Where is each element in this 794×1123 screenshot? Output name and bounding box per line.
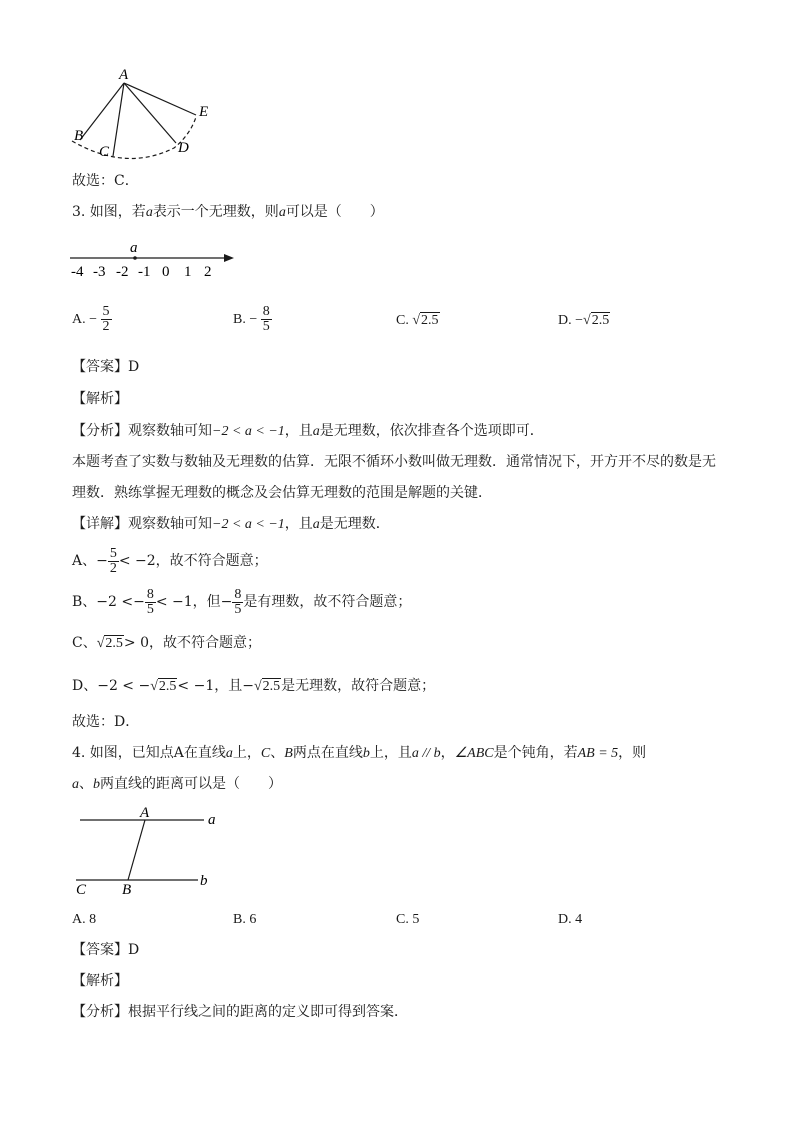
point-c-label: C	[99, 144, 110, 160]
point-d-label: D	[178, 140, 189, 156]
tick-label: -3	[93, 264, 106, 280]
line-b-label: b	[200, 873, 208, 889]
q3-xiangjie: 【详解】观察数轴可知−2 < a < −1，且a是无理数．	[72, 516, 390, 532]
q4-fenxi: 【分析】根据平行线之间的距离的定义即可得到答案．	[72, 1004, 408, 1020]
q3-detail-b: B、−2 <− $\frac{8}{5}$ < −1，但− $\frac{8}{5}$ 是有理数，故不符合题意；	[72, 586, 412, 617]
line-a-label: a	[208, 812, 216, 828]
point-a-label: A	[140, 805, 150, 821]
q3-conclusion: 故选：D．	[72, 714, 140, 730]
point-b-label: B	[122, 882, 132, 898]
fraction: $\frac{8}{5}$	[146, 586, 154, 617]
q3-paragraph: 理数．熟练掌握无理数的概念及会估算无理数的范围是解题的关键．	[72, 485, 492, 501]
q2-conclusion: 故选：C．	[72, 173, 139, 189]
fan-figure	[66, 60, 226, 165]
q4-option-d[interactable]: D. 4	[558, 912, 583, 927]
q3-analysis-label: 【解析】	[72, 391, 128, 407]
q4-stem-line1: 4. 如图，已知点A在直线a上，C、B两点在直线b上，且a // b，∠ABC是个钝角，若AB = 5，则	[72, 745, 647, 761]
q3-stem: 3. 如图，若a表示一个无理数，则a可以是（ ）	[72, 204, 384, 220]
q3-detail-c: C、√2.5> 0，故不符合题意；	[72, 635, 261, 651]
point-e-label: E	[199, 104, 209, 120]
tick-label: -4	[71, 264, 84, 280]
parallel-lines-figure	[70, 802, 230, 898]
sqrt-expression: √2.5	[583, 313, 610, 328]
point-a-label: A	[119, 67, 129, 83]
tick-label: 2	[204, 264, 212, 280]
fraction: $\frac{8}{5}$	[234, 586, 242, 617]
fraction: $\frac{5}{2}$	[102, 304, 110, 335]
q3-option-c[interactable]: C. √2.5	[396, 313, 439, 328]
q4-option-a[interactable]: A. 8	[72, 912, 97, 927]
q3-paragraph: 本题考查了实数与数轴及无理数的估算．无限不循环小数叫做无理数．通常情况下，开方开不尽的数是无	[72, 454, 716, 470]
sqrt-expression: √2.5	[253, 679, 281, 694]
number-line	[66, 238, 246, 282]
q4-answer: 【答案】D	[72, 942, 140, 958]
tick-label: -1	[138, 264, 151, 280]
tick-label: 0	[162, 264, 170, 280]
q4-analysis-label: 【解析】	[72, 973, 128, 989]
sqrt-expression: √2.5	[150, 679, 177, 694]
q4-stem-line2: a、b两直线的距离可以是（ ）	[72, 776, 282, 792]
q3-fenxi: 【分析】观察数轴可知−2 < a < −1，且a是无理数，依次排查各个选项即可．	[72, 423, 544, 439]
number-line-a-label: a	[130, 240, 138, 256]
tick-label: -2	[116, 264, 129, 280]
point-c-label: C	[76, 882, 87, 898]
q3-option-a[interactable]: A. − $\frac{5}{2}$	[72, 304, 110, 335]
q3-option-d[interactable]: D. −√2.5	[558, 313, 610, 328]
q3-detail-d: D、−2 < −√2.5< −1，且−√2.5是无理数，故符合题意；	[72, 678, 436, 694]
q4-option-b[interactable]: B. 6	[233, 912, 257, 927]
fraction: $\frac{5}{2}$	[109, 545, 117, 576]
q3-option-b[interactable]: B. − $\frac{8}{5}$	[233, 304, 270, 335]
q3-answer: 【答案】D	[72, 359, 140, 375]
point-b-label: B	[74, 128, 84, 144]
sqrt-expression: √2.5	[96, 636, 123, 651]
sqrt-expression: √2.5	[412, 313, 439, 328]
tick-label: 1	[184, 264, 192, 280]
q3-detail-a: A、− $\frac{5}{2}$ < −2，故不符合题意；	[72, 545, 268, 576]
fraction: $\frac{8}{5}$	[262, 304, 270, 335]
q4-option-c[interactable]: C. 5	[396, 912, 420, 927]
